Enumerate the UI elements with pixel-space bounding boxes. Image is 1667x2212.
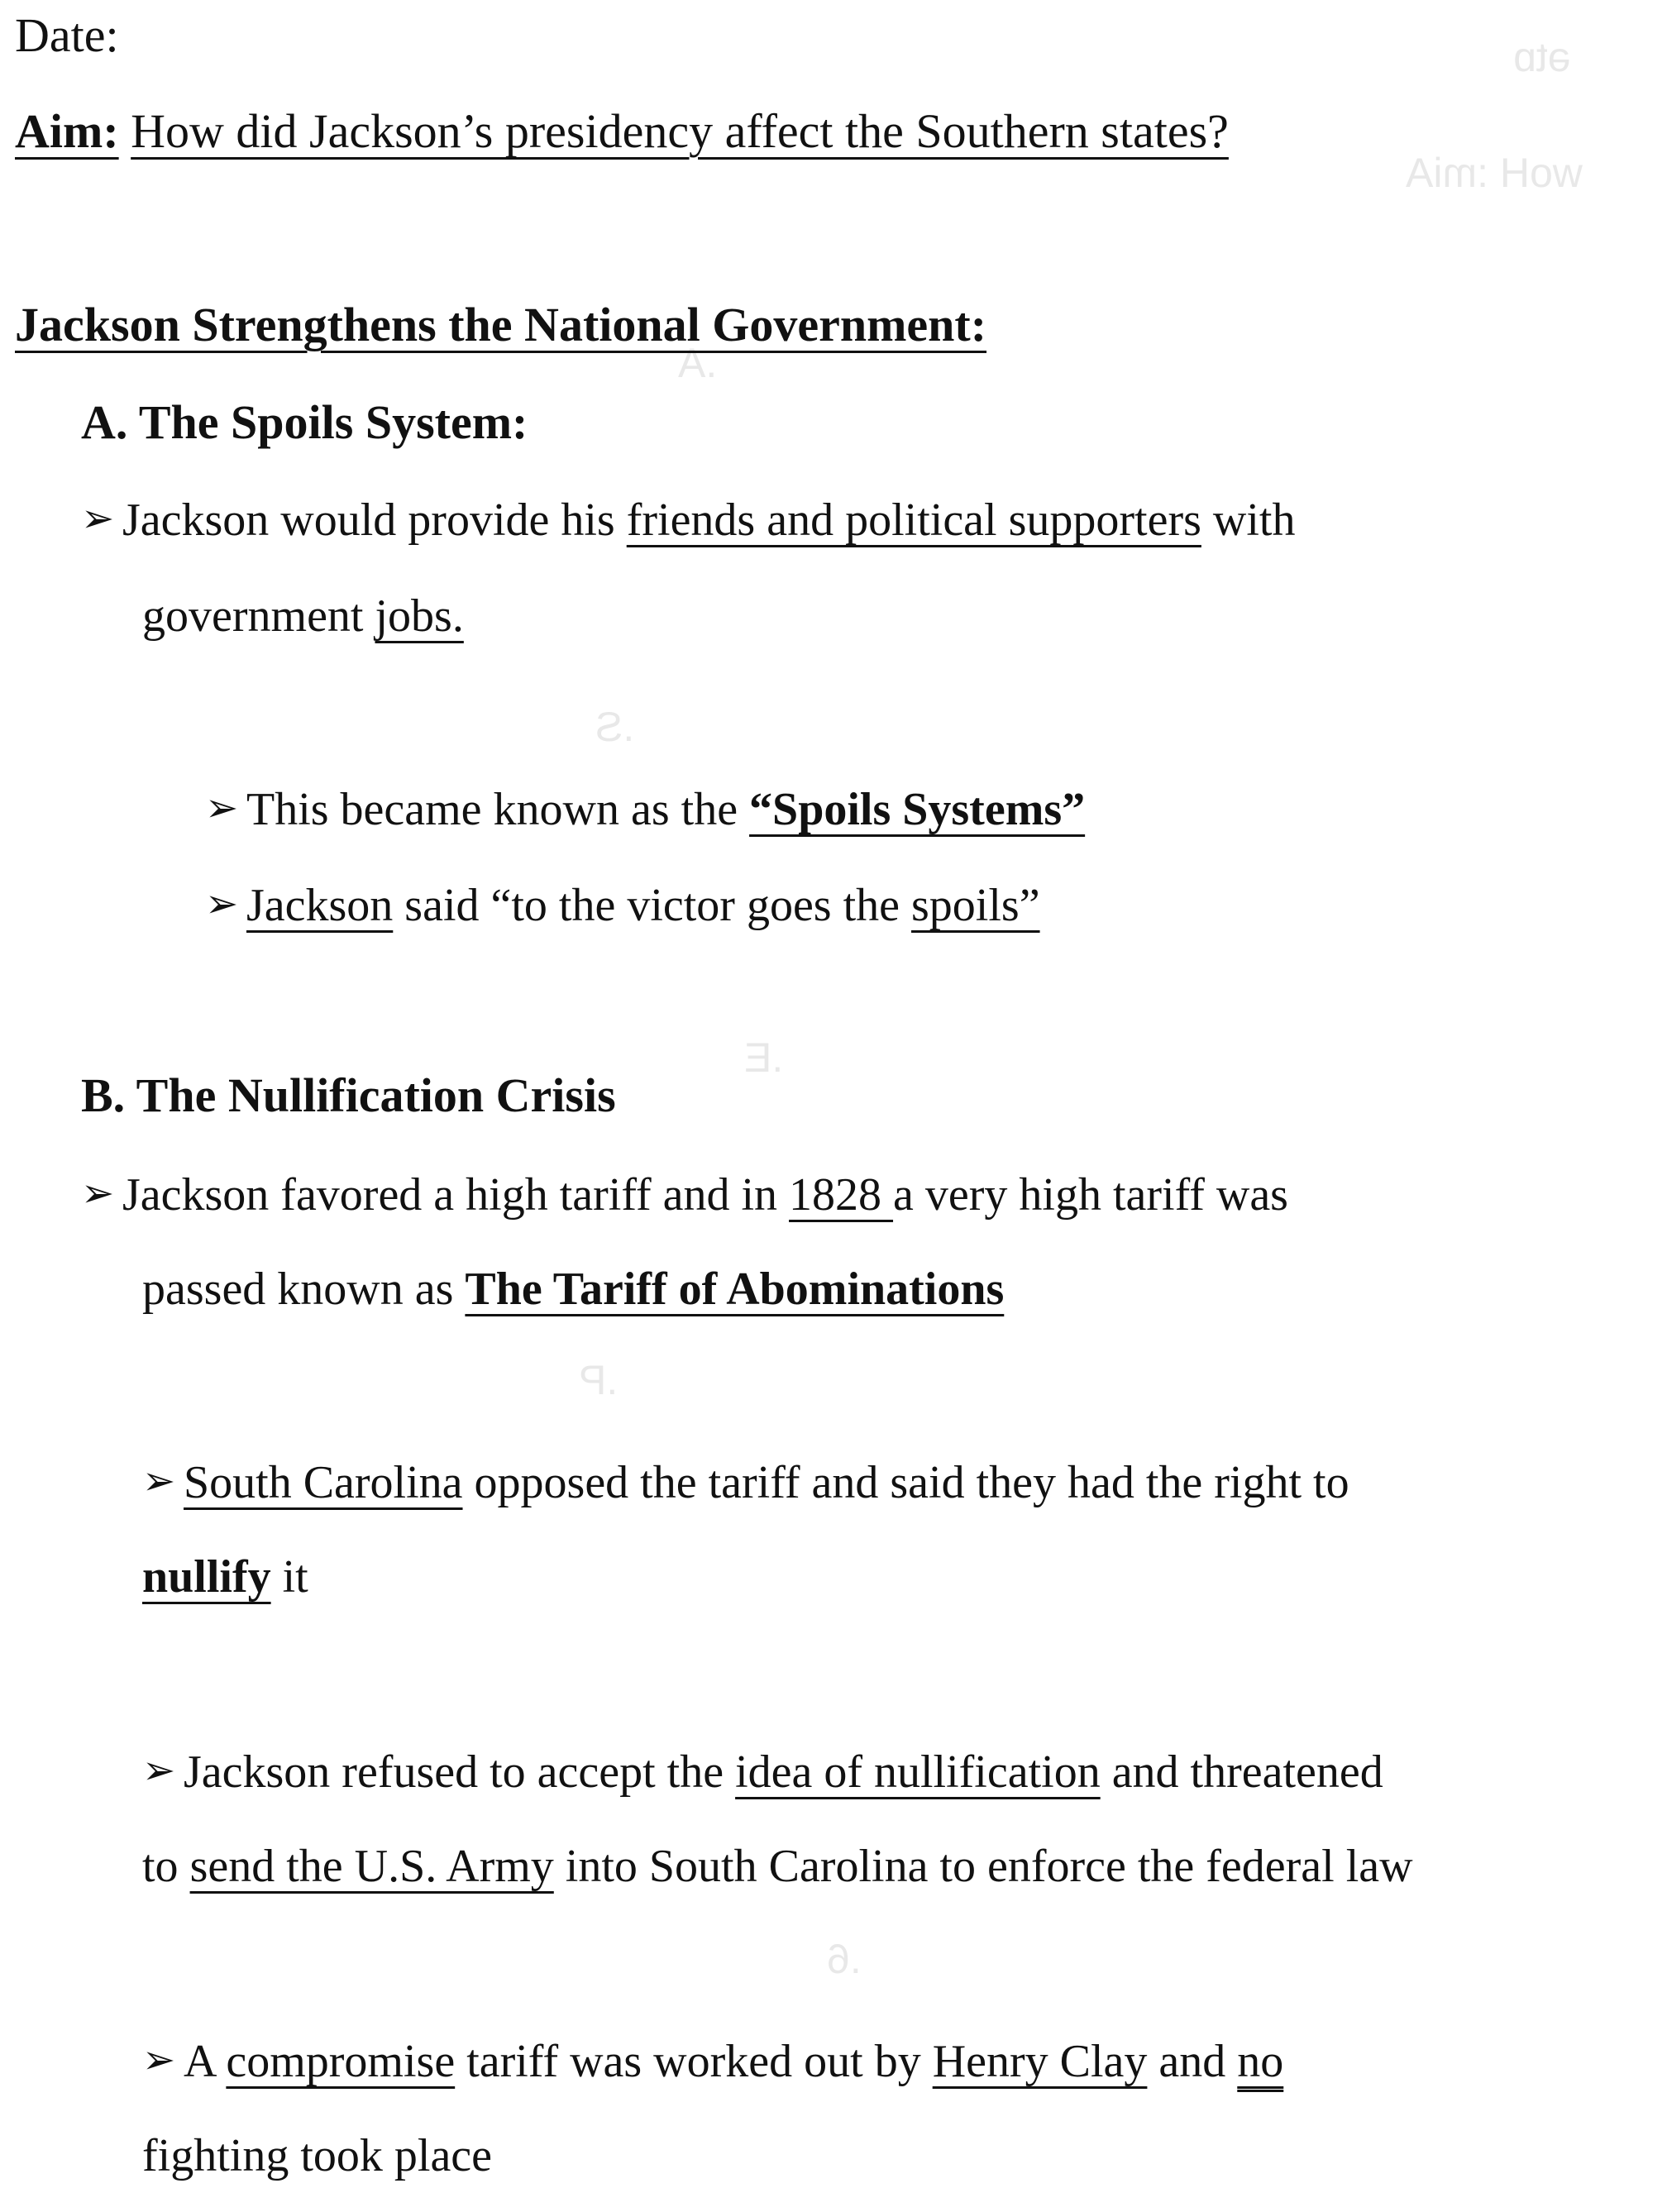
answer-compromise: compromise [226,2036,456,2087]
section-a-bullet-2: ➢ This became known as the “Spoils Systems” [205,779,1085,838]
arrow-bullet-icon: ➢ [81,1170,115,1216]
aim-question: How did Jackson’s presidency affect the Southern states? [131,104,1229,158]
bleed-through-5: .E [744,1034,784,1081]
bleed-through-2: woH :miA [1406,150,1583,196]
answer-spoils: spoils” [911,880,1040,931]
bleed-through-4: .S [595,704,635,750]
section-b-bullet-3-line-2: to send the U.S. Army into South Carolina to enforce the federal law [142,1841,1413,1892]
arrow-bullet-icon: ➢ [142,1458,176,1504]
arrow-bullet-icon: ➢ [81,495,115,542]
date-label: Date: [15,8,119,62]
answer-spoils-systems: “Spoils Systems” [749,784,1086,835]
answer-no: no [1237,2036,1284,2087]
section-b-bullet-1-line-2: passed known as The Tariff of Abominations [142,1264,1005,1315]
section-b-bullet-1-line-1: ➢ Jackson favored a high tariff and in 1828 a very high tariff was [81,1164,1288,1224]
arrow-bullet-icon: ➢ [142,1747,176,1794]
section-a-bullet-3: ➢ Jackson said “to the victor goes the spoils” [205,875,1040,934]
bleed-through-7: .6 [827,1936,862,1982]
section-a-bullet-1-line-1: ➢ Jackson would provide his friends and political supporters with [81,490,1295,549]
section-a-bullet-1-line-2: government jobs. [142,590,464,642]
arrow-bullet-icon: ➢ [142,2037,176,2083]
answer-south-carolina: South Carolina [184,1457,463,1508]
aim-line [15,103,1229,160]
section-b-bullet-4-line-2: fighting took place [142,2130,493,2181]
answer-nullify: nullify [142,1551,271,1603]
section-b-heading: B. The Nullification Crisis [81,1068,616,1122]
section-b-bullet-4-line-1: ➢ A compromise tariff was worked out by Henry Clay and no [142,2031,1283,2090]
bleed-through-6: .P [579,1357,619,1403]
section-b-bullet-2-line-1: ➢ South Carolina opposed the tariff and said they had the right to [142,1452,1349,1512]
answer-jobs: jobs. [375,590,464,642]
section-a-heading: A. The Spoils System: [81,395,528,449]
section-b-bullet-2-line-2: nullify it [142,1551,308,1603]
bleed-through-1: ətɒ [1513,34,1571,80]
arrow-bullet-icon: ➢ [205,881,239,927]
answer-idea-of-nullification: idea of nullification [735,1746,1101,1798]
arrow-bullet-icon: ➢ [205,785,239,831]
aim-label: Aim: [15,104,119,158]
answer-friends-supporters: friends and political supporters [626,494,1201,546]
main-heading: Jackson Strengthens the National Government: [15,298,987,351]
section-b-bullet-3-line-1: ➢ Jackson refused to accept the idea of nullification and threatened [142,1741,1383,1801]
answer-send-army: send the U.S. Army [189,1841,554,1892]
answer-henry-clay: Henry Clay [932,2036,1148,2087]
bleed-through-3: .A [678,340,718,386]
answer-1828: 1828 [789,1169,894,1221]
answer-tariff-of-abominations: The Tariff of Abominations [465,1264,1005,1315]
answer-jackson: Jackson [246,880,394,931]
